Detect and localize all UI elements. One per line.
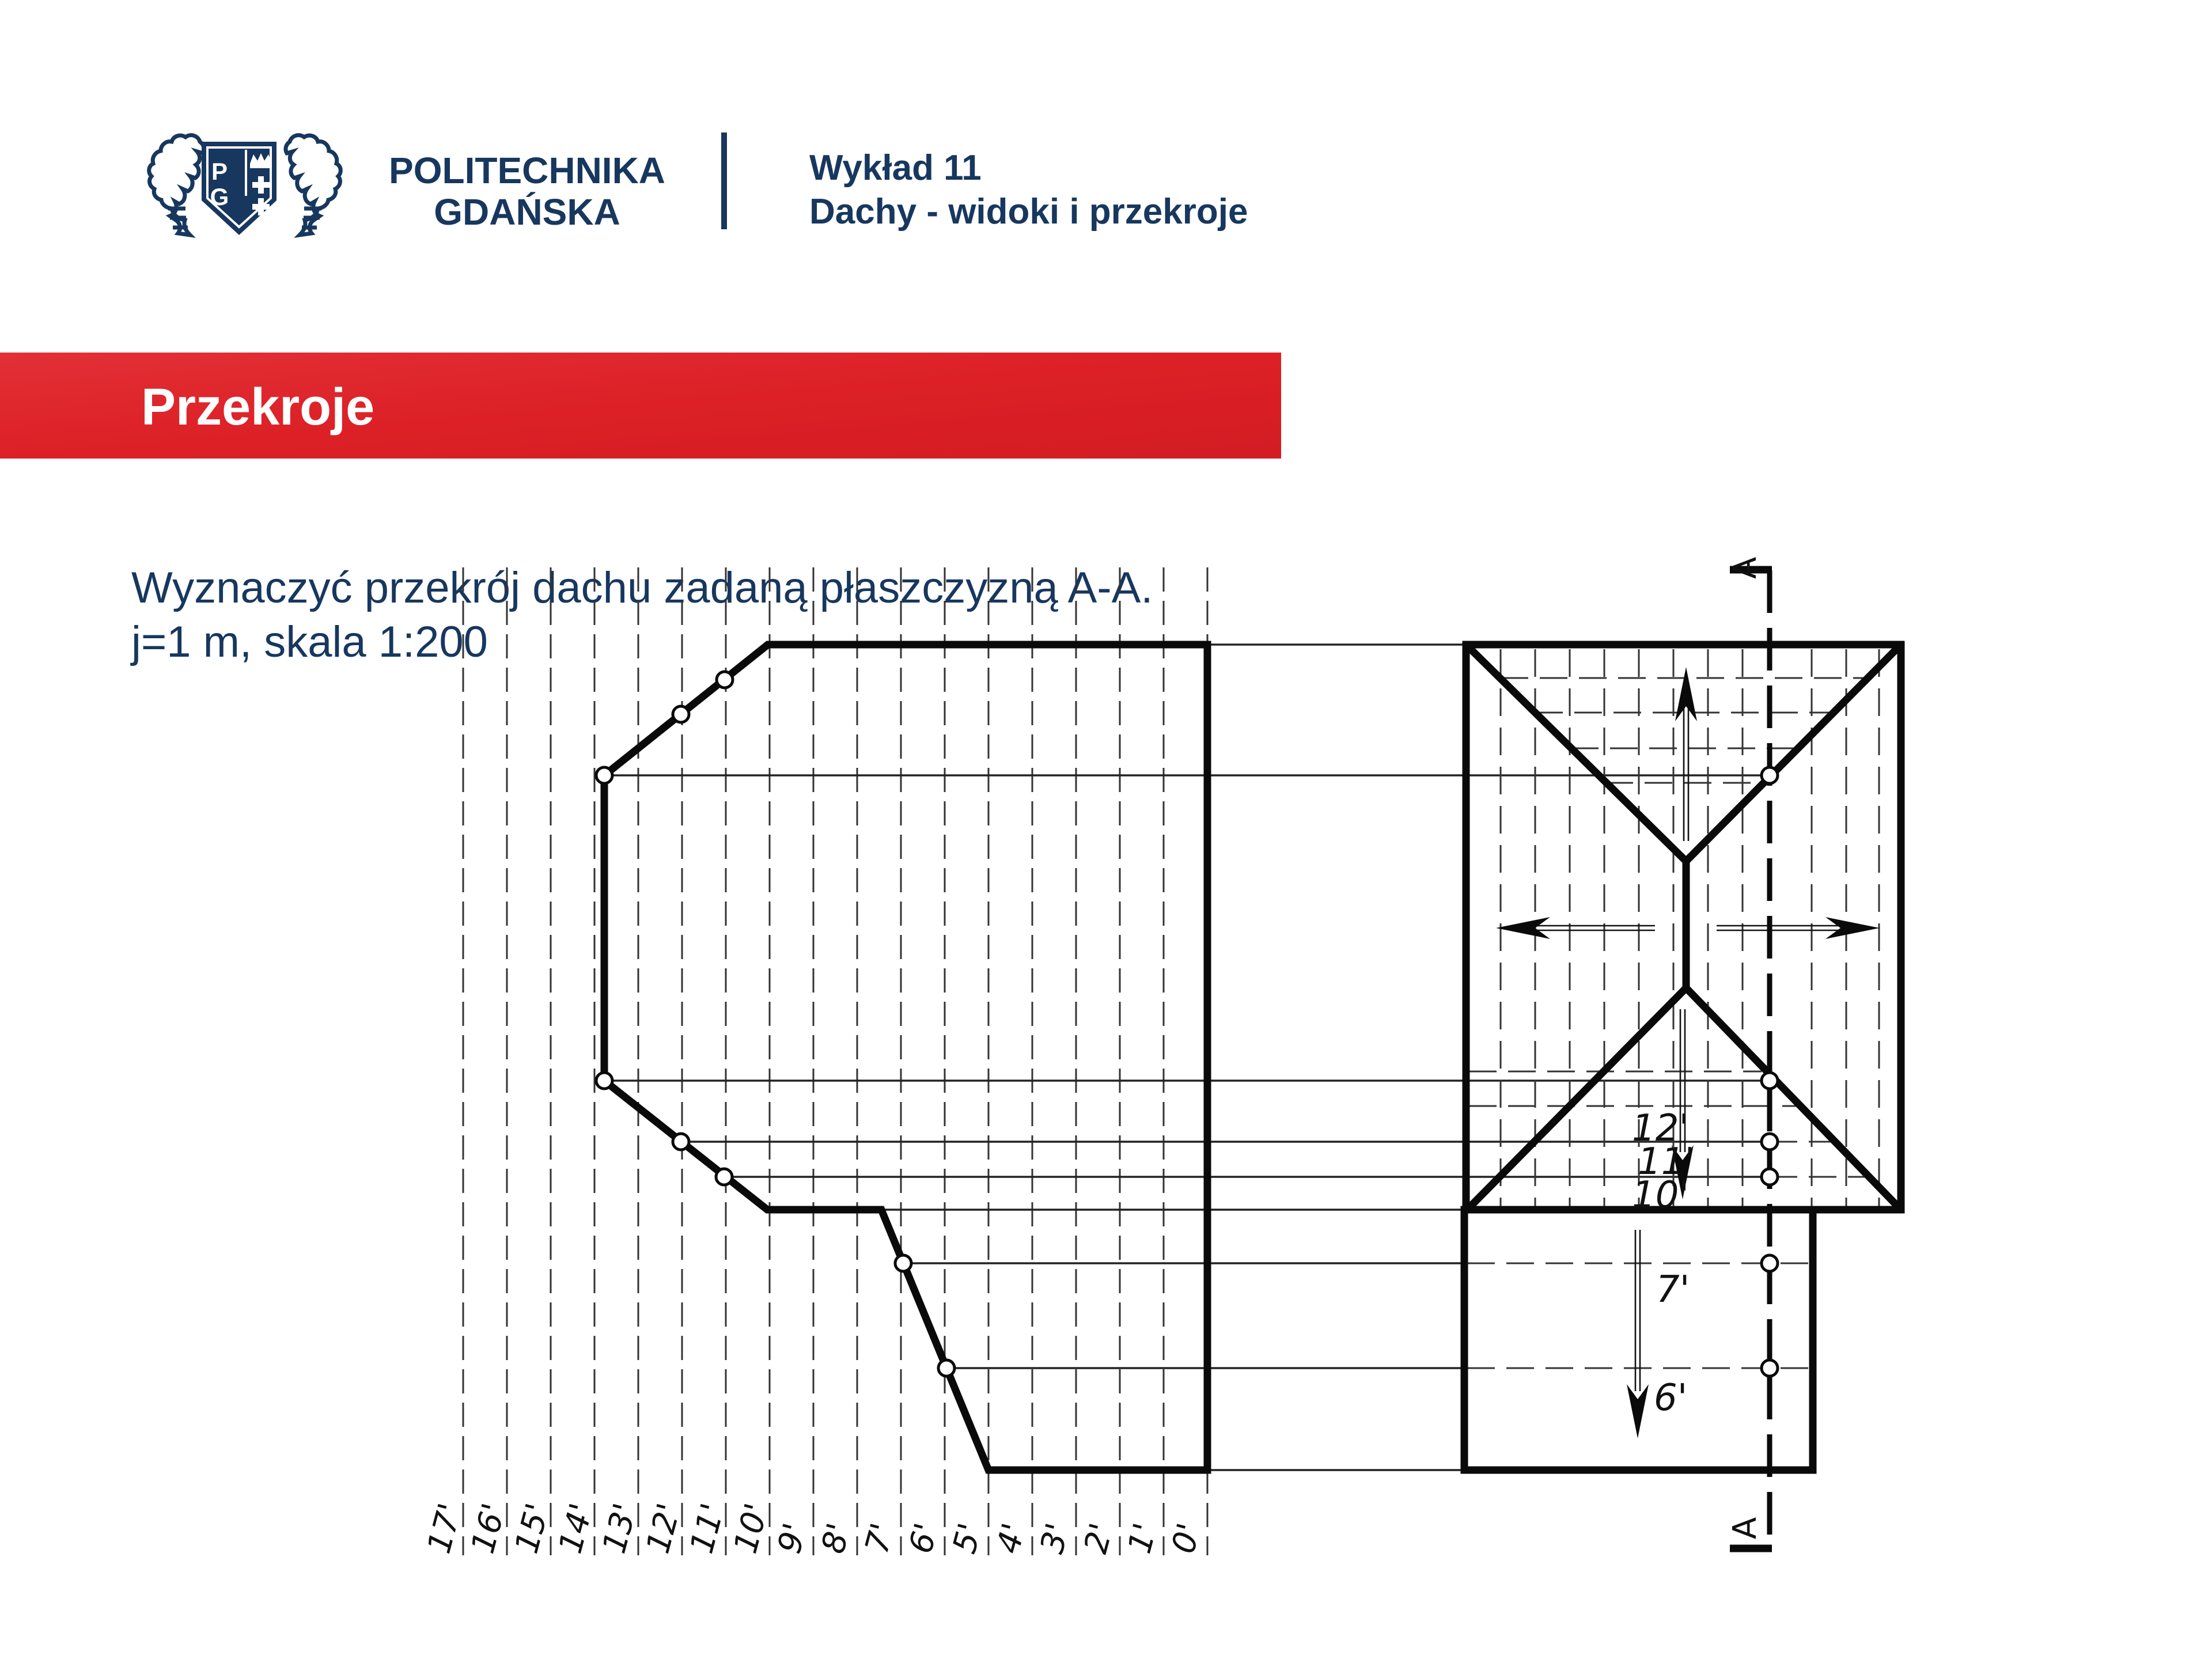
tick-label: 9' [770,1519,815,1558]
tick-label: 11' [683,1499,732,1558]
tick-label: 2' [1077,1519,1121,1558]
tick-label: 14' [551,1499,601,1558]
tick-label: 3' [1033,1519,1077,1558]
tick-label: 6' [902,1519,946,1558]
task-line2: j=1 m, skala 1:200 [131,618,488,666]
level-label-11: 11' [1638,1141,1695,1183]
section-label-top: A [1726,556,1764,579]
tick-label: 8' [814,1519,858,1558]
tick-label: 5' [945,1519,990,1558]
crown-icon [250,153,272,168]
tick-label: 1' [1120,1519,1165,1558]
tick-label: 0' [1164,1519,1209,1558]
logo-letter-g: G [210,183,229,210]
logo-letter-p: P [211,158,228,185]
banner-title: Przekroje [141,378,375,436]
tick-label: 4' [989,1519,1033,1558]
tick-label: 7' [858,1519,902,1558]
header-divider [721,132,727,229]
tick-label: 17' [420,1499,469,1558]
lecture-title: Wykład 11 [809,148,982,188]
tick-label: 13' [595,1499,645,1558]
university-name-line2: GDAŃSKA [434,191,620,233]
tick-label: 10' [726,1499,776,1558]
level-label-12: 12' [1632,1107,1690,1150]
task-line1: Wyznaczyć przekrój dachu zadaną płaszczyzną A-A. [131,563,1153,612]
lecture-subtitle: Dachy - widoki i przekroje [809,192,1248,232]
tick-label: 15' [507,1499,557,1558]
tick-label: 12' [639,1499,688,1558]
pg-logo [149,135,341,235]
level-label-6: 6' [1654,1377,1688,1419]
level-label-7: 7' [1656,1268,1690,1311]
section-banner [0,353,1281,459]
level-label-10: 10' [1632,1174,1690,1217]
section-label-bottom: A [1726,1517,1764,1539]
university-name-line1: POLITECHNIKA [389,150,665,191]
tick-label: 16' [464,1499,513,1558]
